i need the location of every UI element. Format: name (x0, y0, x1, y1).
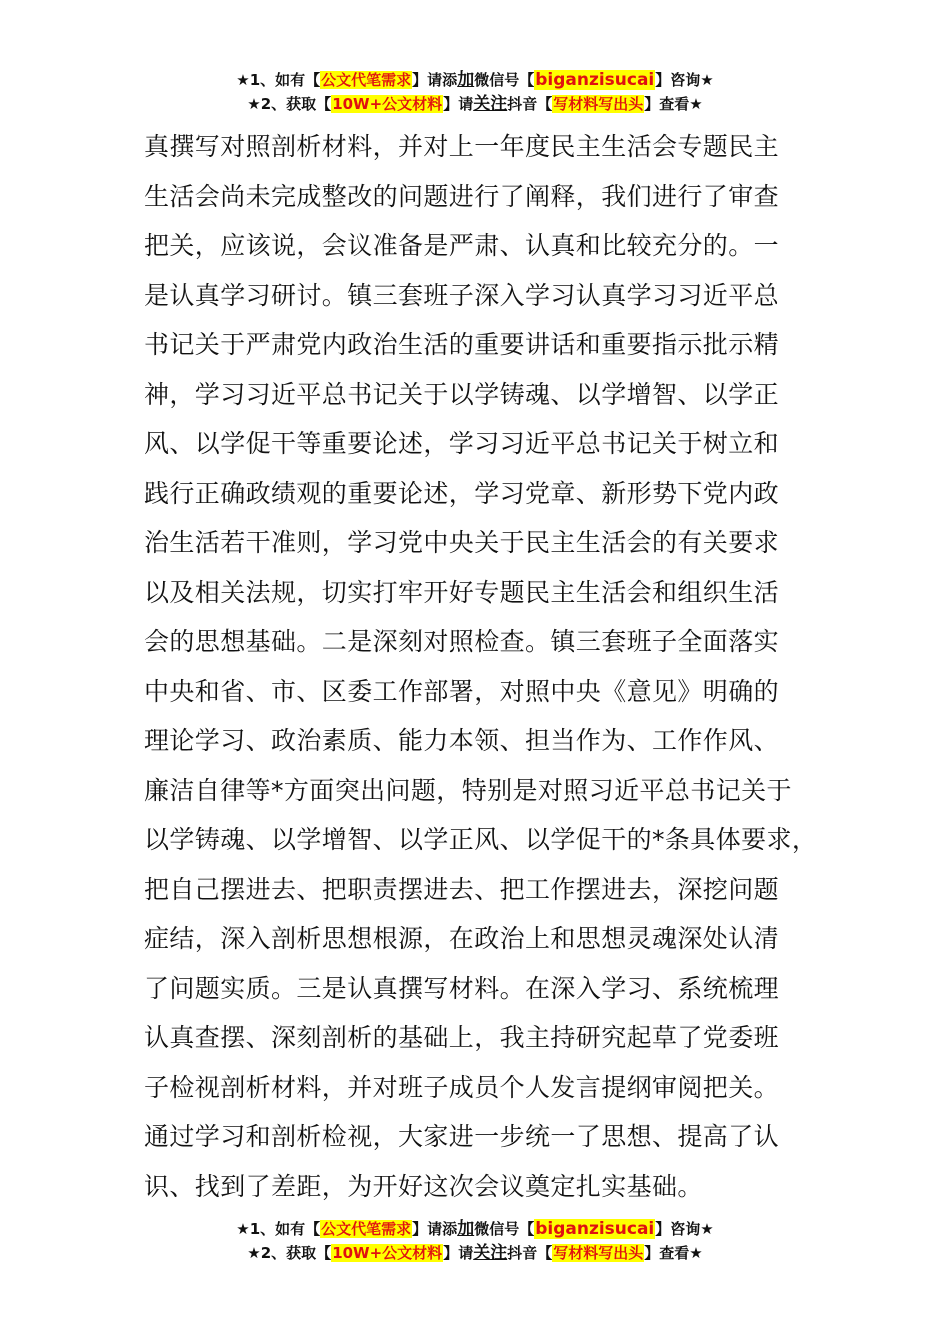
highlight-materials: 10W+公文材料 (332, 1244, 443, 1262)
banner-line-1 (0, 1217, 950, 1241)
paragraph-line: 把自己摆进去、把职责摆进去、把工作摆进去，深挖问题 (144, 874, 780, 904)
banner-text: ★2、获取【 (247, 95, 332, 113)
banner-line-2 (0, 92, 950, 116)
paragraph-line: 以学铸魂、以学增智、以学正风、以学促干的*条具体要求， (144, 825, 818, 854)
paragraph-line: 识、找到了差距，为开好这次会议奠定扎实基础。 (144, 1171, 703, 1201)
paragraph-line: 中央和省、市、区委工作部署，对照中央《意见》明确的 (144, 676, 780, 706)
paragraph-line: 廉洁自律等*方面突出问题，特别是对照习近平总书记关于 (144, 775, 792, 805)
paragraph-line: 理论学习、政治素质、能力本领、担当作为、工作作风、 (144, 726, 780, 755)
paragraph-line: 神，学习习近平总书记关于以学铸魂、以学增智、以学正 (144, 379, 780, 409)
banner-text: 微信号【 (474, 71, 535, 89)
banner-text: ★1、如有【 (236, 71, 321, 89)
paragraph-line: 认真查摆、深刻剖析的基础上，我主持研究起草了党委班 (144, 1023, 780, 1052)
banner-text: 】请 (443, 95, 474, 113)
paragraph-line: 真撰写对照剖析材料，并对上一年度民主生活会专题民主 (144, 132, 780, 161)
highlight-service: 公文代笔需求 (321, 71, 412, 89)
paragraph-line: 把关，应该说，会议准备是严肃、认真和比较充分的。一 (144, 231, 780, 260)
banner-text: 】查看★ (644, 95, 703, 113)
highlight-materials: 10W+公文材料 (332, 95, 443, 113)
paragraph-line: 风、以学促干等重要论述，学习习近平总书记关于树立和 (144, 429, 780, 458)
highlight-wechat-id: biganzisucai (535, 70, 655, 90)
paragraph-line: 症结，深入剖析思想根源，在政治上和思想灵魂深处认清 (144, 924, 780, 953)
body-text (144, 122, 834, 1211)
banner-text: ★1、如有【 (236, 1220, 321, 1238)
banner-text: ★2、获取【 (247, 1244, 332, 1262)
paragraph-line: 以及相关法规，切实打牢开好专题民主生活会和组织生活 (144, 577, 780, 607)
underlined-text: 关注 (473, 94, 508, 114)
banner-text: 】咨询★ (655, 1220, 714, 1238)
banner-text: 】请添 (412, 1220, 458, 1238)
underlined-text: 关注 (473, 1243, 508, 1263)
highlight-service: 公文代笔需求 (321, 1220, 412, 1238)
banner-text: 抖音【 (507, 95, 553, 113)
paragraph-line: 践行正确政绩观的重要论述，学习党章、新形势下党内政 (144, 478, 780, 508)
underlined-text: 加 (457, 70, 475, 90)
paragraph-line: 治生活若干准则，学习党中央关于民主生活会的有关要求 (144, 528, 780, 557)
paragraph-line: 通过学习和剖析检视，大家进一步统一了思想、提高了认 (144, 1122, 780, 1151)
paragraph-line: 是认真学习研讨。镇三套班子深入学习认真学习习近平总 (144, 280, 780, 310)
paragraph-line: 会的思想基础。二是深刻对照检查。镇三套班子全面落实 (144, 627, 780, 656)
banner-text: 】咨询★ (655, 71, 714, 89)
highlight-douyin: 写材料写出头 (553, 1244, 644, 1262)
banner-text: 】查看★ (644, 1244, 703, 1262)
header-banner-bottom (0, 1217, 950, 1265)
highlight-wechat-id: biganzisucai (535, 1219, 655, 1239)
paragraph-line: 生活会尚未完成整改的问题进行了阐释，我们进行了审查 (144, 181, 780, 211)
banner-text: 】请 (443, 1244, 474, 1262)
paragraph-line: 书记关于严肃党内政治生活的重要讲话和重要指示批示精 (144, 330, 780, 359)
paragraph-line: 子检视剖析材料，并对班子成员个人发言提纲审阅把关。 (144, 1072, 780, 1102)
banner-line-1 (0, 68, 950, 92)
highlight-douyin: 写材料写出头 (553, 95, 644, 113)
banner-text: 微信号【 (474, 1220, 535, 1238)
header-banner-top (0, 68, 950, 116)
banner-text: 抖音【 (507, 1244, 553, 1262)
paragraph-line: 了问题实质。三是认真撰写材料。在深入学习、系统梳理 (144, 973, 780, 1003)
banner-text: 】请添 (412, 71, 458, 89)
banner-line-2 (0, 1241, 950, 1265)
underlined-text: 加 (457, 1219, 475, 1239)
